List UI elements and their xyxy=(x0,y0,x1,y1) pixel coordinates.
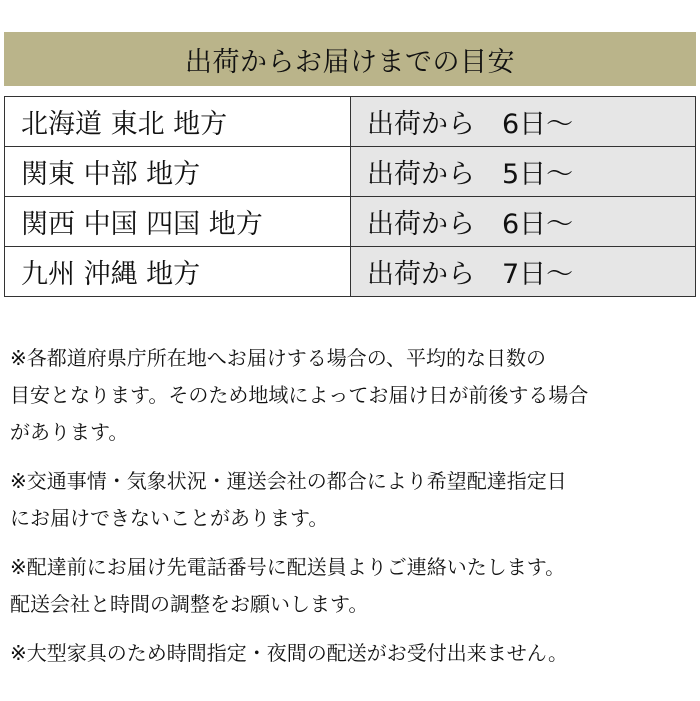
region-cell: 関西 中国 四国 地方 xyxy=(5,197,351,247)
region-cell: 九州 沖縄 地方 xyxy=(5,247,351,297)
table-row xyxy=(5,197,696,247)
note-line: があります。 xyxy=(10,420,129,444)
note-time-designation xyxy=(10,635,690,672)
delivery-estimate-header xyxy=(4,32,696,86)
days-cell: 出荷から 6日～ xyxy=(351,97,696,147)
note-courier-contact xyxy=(10,549,690,623)
note-line: ※配達前にお届け先電話番号に配送員よりご連絡いたします。 xyxy=(10,555,566,579)
region-cell: 北海道 東北 地方 xyxy=(5,97,351,147)
note-line: 目安となります。そのため地域によってお届け日が前後する場合 xyxy=(10,383,589,407)
page-title: 出荷からお届けまでの目安 xyxy=(185,46,515,78)
note-line: ※大型家具のため時間指定・夜間の配送がお受付出来ません。 xyxy=(10,641,568,665)
days-cell: 出荷から 7日～ xyxy=(351,247,696,297)
note-line: ※交通事情・気象状況・運送会社の都合により希望配達指定日 xyxy=(10,469,567,493)
note-regional-average xyxy=(10,340,690,451)
days-cell: 出荷から 6日～ xyxy=(351,197,696,247)
delivery-notes xyxy=(10,340,690,672)
days-cell: 出荷から 5日～ xyxy=(351,147,696,197)
table-row xyxy=(5,97,696,147)
note-line: ※各都道府県庁所在地へお届けする場合の、平均的な日数の xyxy=(10,346,546,370)
table-row xyxy=(5,147,696,197)
note-delivery-delay xyxy=(10,463,690,537)
note-line: にお届けできないことがあります。 xyxy=(10,506,329,530)
note-line: 配送会社と時間の調整をお願いします。 xyxy=(10,592,369,616)
region-cell: 関東 中部 地方 xyxy=(5,147,351,197)
delivery-days-table xyxy=(4,96,696,297)
table-row xyxy=(5,247,696,297)
